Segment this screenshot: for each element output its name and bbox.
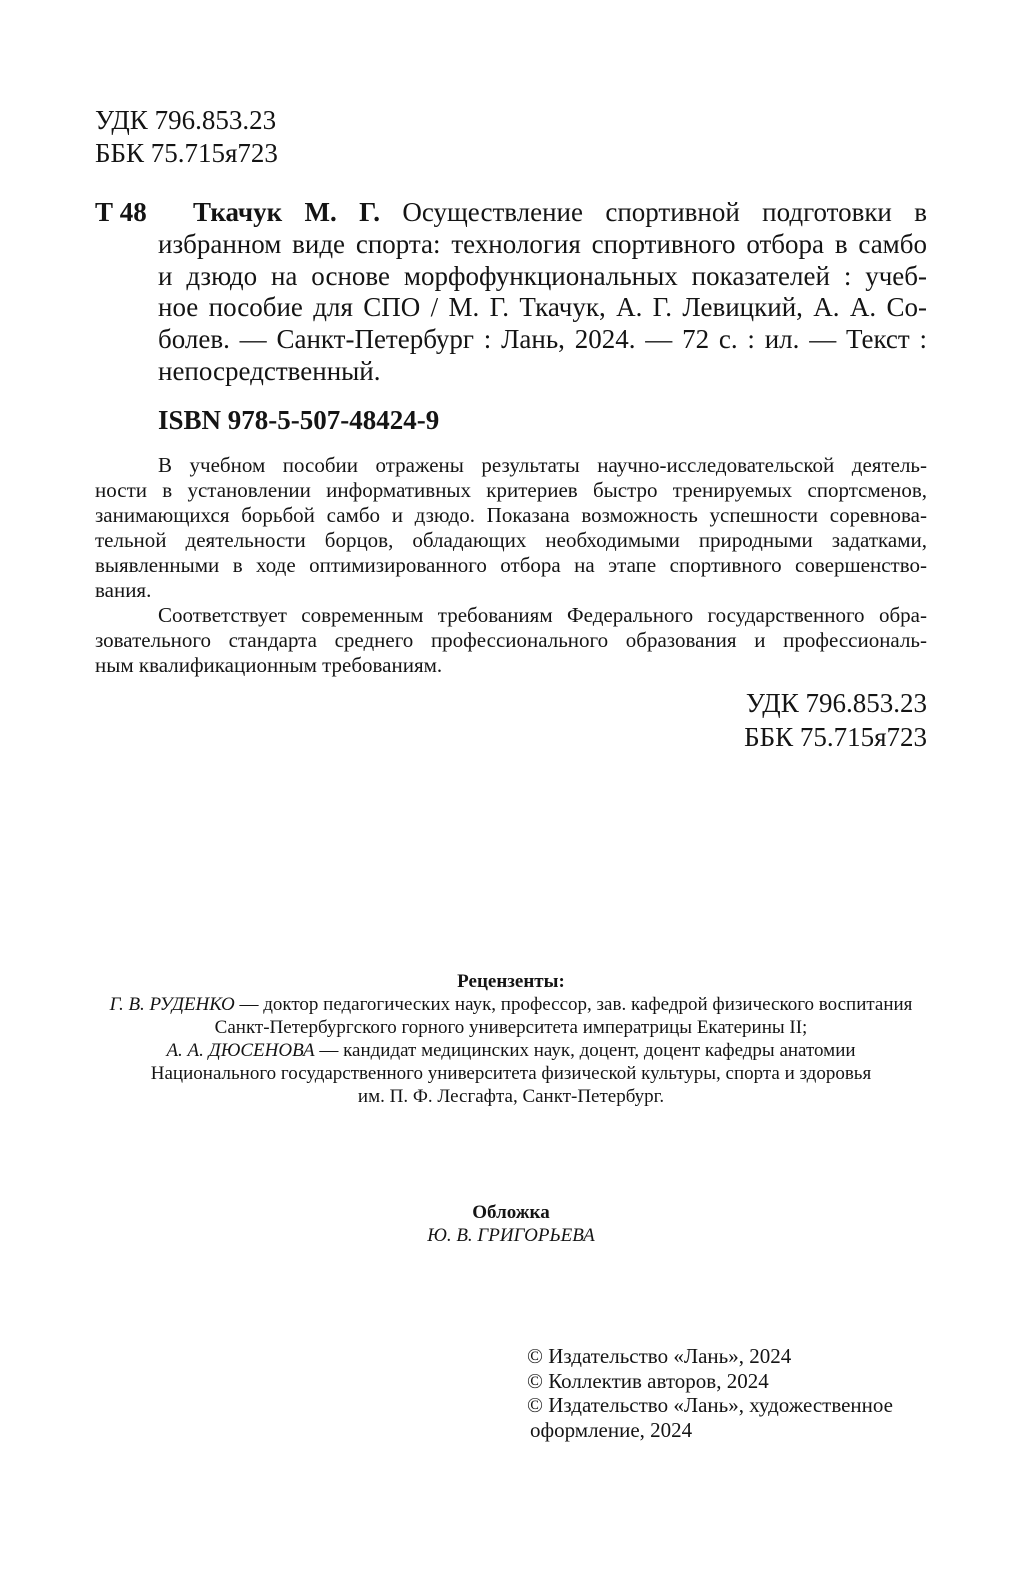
annotation-line: выявленными в ходе оптимизированного отбора на этапе спортивного совершенство-	[95, 553, 927, 577]
cover-heading: Обложка	[472, 1202, 550, 1223]
copyright-block	[527, 1344, 987, 1443]
annotation-line: Соответствует современным требованиям Федерального государственного обра-	[158, 603, 927, 627]
reviewer-line	[60, 993, 962, 1016]
reviewer-credentials: — доктор педагогических наук, профессор, зав. кафедрой физического воспитания	[239, 994, 913, 1015]
isbn: ISBN 978-5-507-48424-9	[158, 405, 440, 435]
annotation-line: зовательного стандарта среднего профессионального образования и профессиональ-	[95, 628, 927, 652]
copyright-line: © Издательство «Лань», 2024	[527, 1344, 792, 1368]
author-mark: Т 48	[95, 197, 147, 227]
reviewer-line	[60, 1039, 962, 1062]
reviewer-credentials: — кандидат медицинских наук, доцент, доцент кафедры анатомии	[319, 1040, 856, 1061]
annotation-line: тельной деятельности борцов, обладающих необходимыми природными задатками,	[95, 528, 927, 552]
annotation-line: вания.	[95, 578, 152, 602]
bibliographic-entry	[95, 197, 927, 388]
reviewer-name: Г. В. РУДЕНКО	[109, 994, 235, 1015]
reviewer-affiliation: Национального государственного университета физической культуры, спорта и здоровья	[150, 1063, 872, 1084]
cover-credit	[60, 1201, 962, 1247]
entry-line: болев. — Санкт-Петербург : Лань, 2024. — 72 с. : ил. — Текст :	[158, 324, 927, 355]
reviewer-affiliation: Санкт-Петербургского горного университета императрицы Екатерины II;	[214, 1017, 808, 1038]
entry-author: Ткачук М. Г.	[193, 197, 381, 227]
reviewers-heading: Рецензенты:	[457, 971, 565, 992]
annotation-line: ности в установлении информативных критериев быстро тренируемых спортсменов,	[95, 478, 927, 502]
cover-designer: Ю. В. ГРИГОРЬЕВА	[427, 1225, 595, 1246]
copyright-line: © Коллектив авторов, 2024	[527, 1368, 769, 1393]
classification-codes-top	[95, 104, 278, 170]
entry-line: непосредственный.	[158, 355, 381, 386]
reviewer-affiliation: им. П. Ф. Лесгафта, Санкт-Петербург.	[357, 1086, 665, 1107]
reviewer-name: А. А. ДЮСЕНОВА	[166, 1040, 315, 1061]
annotation-line: занимающихся борьбой самбо и дзюдо. Показана возможность успешности соревнова-	[95, 503, 927, 527]
annotation-line: ным квалификационным требованиям.	[95, 653, 443, 677]
classification-codes-bottom	[744, 686, 927, 754]
udk-code: УДК 796.853.23	[95, 105, 277, 135]
bbk-code: ББК 75.715я723	[744, 722, 927, 752]
entry-line: ное пособие для СПО / М. Г. Ткачук, А. Г. Левицкий, А. А. Со-	[158, 292, 927, 323]
entry-line	[158, 197, 927, 229]
bbk-code: ББК 75.715я723	[95, 138, 278, 168]
copyright-line: © Издательство «Лань», художественное	[527, 1393, 893, 1418]
entry-title-start: Осуществление спортивной подготовки в	[402, 197, 927, 227]
annotation-line: В учебном пособии отражены результаты научно-исследовательской деятель-	[158, 453, 927, 477]
entry-line: избранном виде спорта: технология спортивного отбора в самбо	[158, 228, 927, 259]
udk-code: УДК 796.853.23	[745, 688, 927, 718]
annotation	[95, 453, 927, 678]
reviewers-block	[60, 970, 962, 1108]
entry-line: и дзюдо на основе морфофункциональных показателей : учеб-	[158, 260, 927, 291]
copyright-line: оформление, 2024	[530, 1418, 693, 1443]
